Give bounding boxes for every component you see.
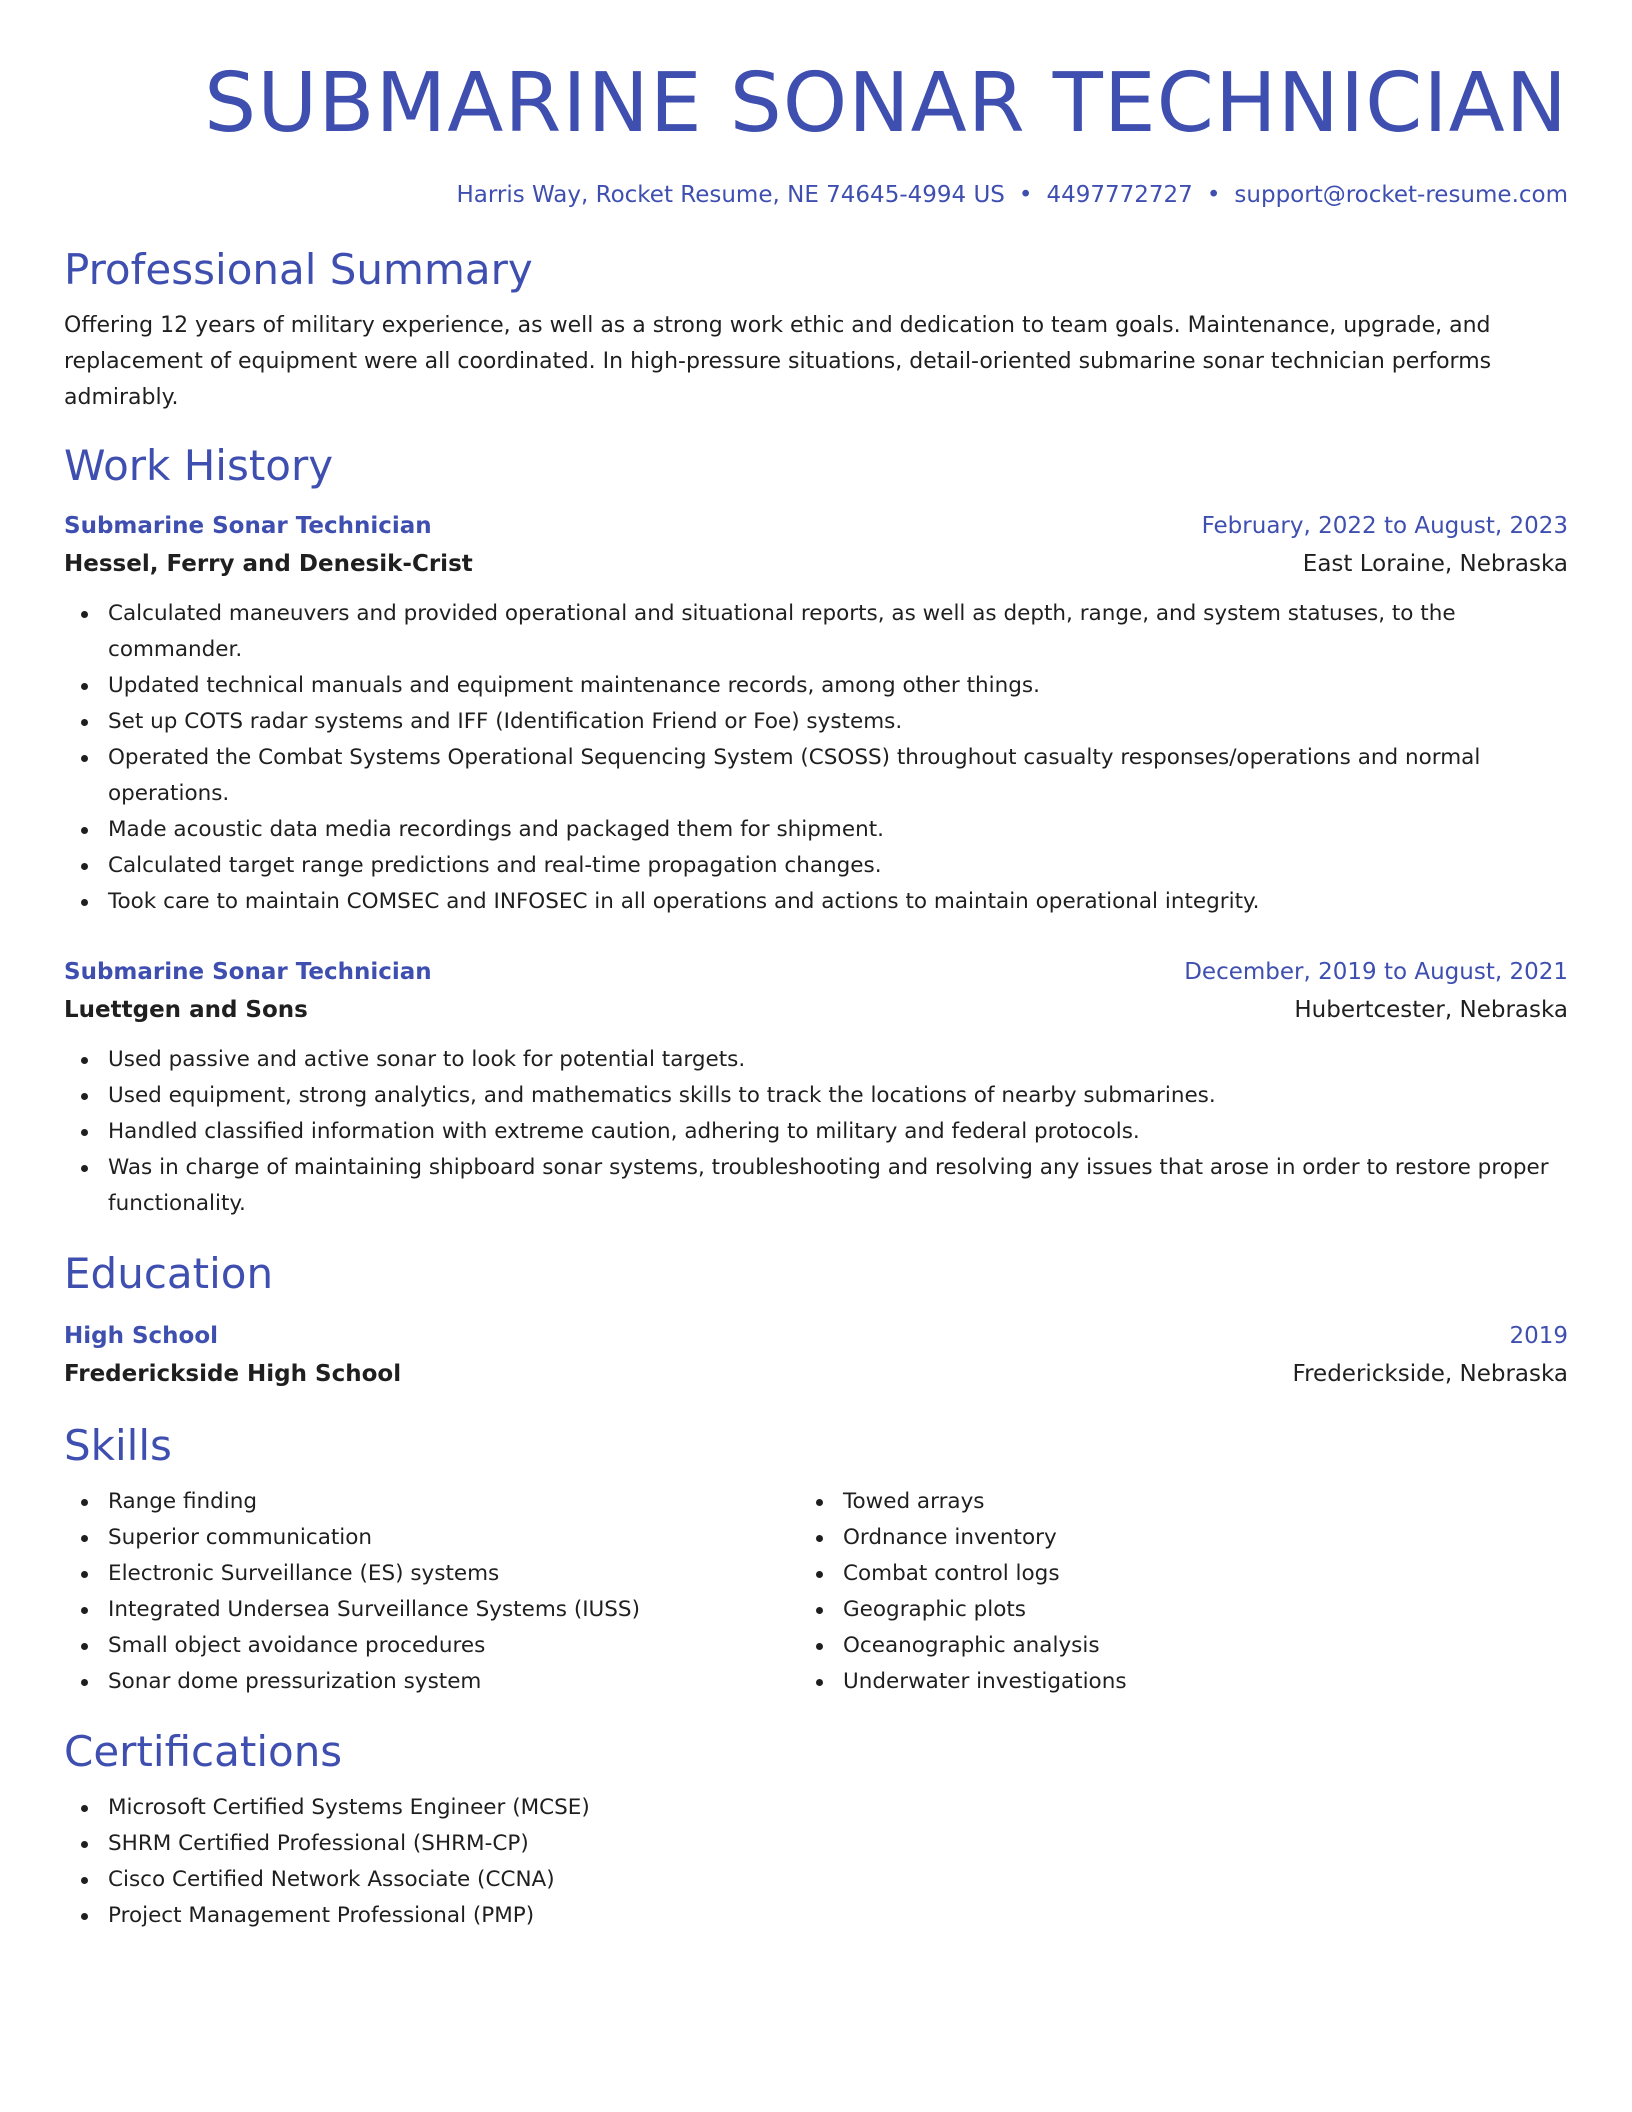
contact-separator: • [1206, 182, 1221, 208]
skills-columns [64, 1484, 1568, 1700]
candidate-name: SUBMARINE SONAR TECHNICIAN [204, 56, 1568, 151]
education-entry [64, 1318, 1568, 1394]
company-name: Hessel, Ferry and Denesik-Crist [64, 551, 473, 577]
work-history-heading: Work History [64, 441, 334, 490]
degree-name: High School [64, 1323, 219, 1349]
list-item: Microsoft Certified Systems Engineer (MCSE) [64, 1790, 1568, 1826]
phone-number: 4497772727 [1046, 182, 1193, 208]
job-location: East Loraine, Nebraska [1302, 551, 1568, 577]
job-entry [64, 508, 1568, 920]
education-header-row [64, 1318, 1568, 1354]
skills-heading: Skills [64, 1421, 172, 1470]
job-header-row [64, 954, 1568, 990]
list-item: Used passive and active sonar to look for potential targets. [64, 1042, 1568, 1078]
summary-heading: Professional Summary [64, 245, 533, 294]
list-item: Geographic plots [799, 1592, 1534, 1628]
school-location: Frederickside, Nebraska [1292, 1361, 1568, 1387]
list-item: Project Management Professional (PMP) [64, 1898, 1568, 1934]
list-item: Updated technical manuals and equipment maintenance records, among other things. [64, 668, 1568, 704]
list-item: Was in charge of maintaining shipboard sonar systems, troubleshooting and resolving any issues that arose in order to restore proper functionality. [64, 1150, 1568, 1222]
list-item: Operated the Combat Systems Operational Sequencing System (CSOSS) throughout casualty responses/operations and normal operations. [64, 740, 1568, 812]
skills-list-right [799, 1484, 1534, 1700]
list-item: Electronic Surveillance (ES) systems [64, 1556, 799, 1592]
list-item: Range finding [64, 1484, 799, 1520]
list-item: Cisco Certified Network Associate (CCNA) [64, 1862, 1568, 1898]
job-header-row [64, 508, 1568, 544]
contact-separator: • [1018, 182, 1033, 208]
education-school-row [64, 1354, 1568, 1394]
job-company-row [64, 990, 1568, 1030]
email-address: support@rocket-resume.com [1234, 182, 1568, 208]
list-item: Oceanographic analysis [799, 1628, 1534, 1664]
list-item: Ordnance inventory [799, 1520, 1534, 1556]
list-item: Combat control logs [799, 1556, 1534, 1592]
list-item: Small object avoidance procedures [64, 1628, 799, 1664]
job-dates: February, 2022 to August, 2023 [1201, 513, 1568, 539]
job-entry [64, 954, 1568, 1222]
school-name: Frederickside High School [64, 1361, 402, 1387]
list-item: Superior communication [64, 1520, 799, 1556]
list-item: Towed arrays [799, 1484, 1534, 1520]
skills-list-left [64, 1484, 799, 1700]
certifications-heading: Certifications [64, 1727, 343, 1776]
list-item: Handled classified information with extreme caution, adhering to military and federal protocols. [64, 1114, 1568, 1150]
contact-line [64, 180, 1568, 210]
certifications-list [64, 1790, 1568, 1934]
list-item: SHRM Certified Professional (SHRM-CP) [64, 1826, 1568, 1862]
summary-text: Offering 12 years of military experience, as well as a strong work ethic and dedication to team goals. Maintenance, upgrade, and replacement of equipment were all coordinated. In high-pressure situations, detail-oriented submarine sonar technician performs admirably. [64, 313, 1492, 410]
education-heading: Education [64, 1249, 274, 1298]
resume-header [64, 54, 1568, 210]
job-duties-list [64, 1042, 1568, 1222]
job-title: Submarine Sonar Technician [64, 513, 432, 539]
list-item: Took care to maintain COMSEC and INFOSEC in all operations and actions to maintain operational integrity. [64, 884, 1568, 920]
list-item: Set up COTS radar systems and IFF (Identification Friend or Foe) systems. [64, 704, 1568, 740]
list-item: Used equipment, strong analytics, and mathematics skills to track the locations of nearby submarines. [64, 1078, 1568, 1114]
list-item: Integrated Undersea Surveillance Systems (IUSS) [64, 1592, 799, 1628]
graduation-year: 2019 [1509, 1323, 1568, 1349]
list-item: Calculated target range predictions and real-time propagation changes. [64, 848, 1568, 884]
list-item: Underwater investigations [799, 1664, 1534, 1700]
job-company-row [64, 544, 1568, 584]
list-item: Calculated maneuvers and provided operational and situational reports, as well as depth, range, and system statuses, to the commander. [64, 596, 1568, 668]
list-item: Sonar dome pressurization system [64, 1664, 799, 1700]
job-title: Submarine Sonar Technician [64, 959, 432, 985]
list-item: Made acoustic data media recordings and packaged them for shipment. [64, 812, 1568, 848]
company-name: Luettgen and Sons [64, 997, 308, 1023]
job-location: Hubertcester, Nebraska [1294, 997, 1568, 1023]
address: Harris Way, Rocket Resume, NE 74645-4994 US [456, 182, 1005, 208]
job-dates: December, 2019 to August, 2021 [1184, 959, 1568, 985]
job-duties-list [64, 596, 1568, 920]
